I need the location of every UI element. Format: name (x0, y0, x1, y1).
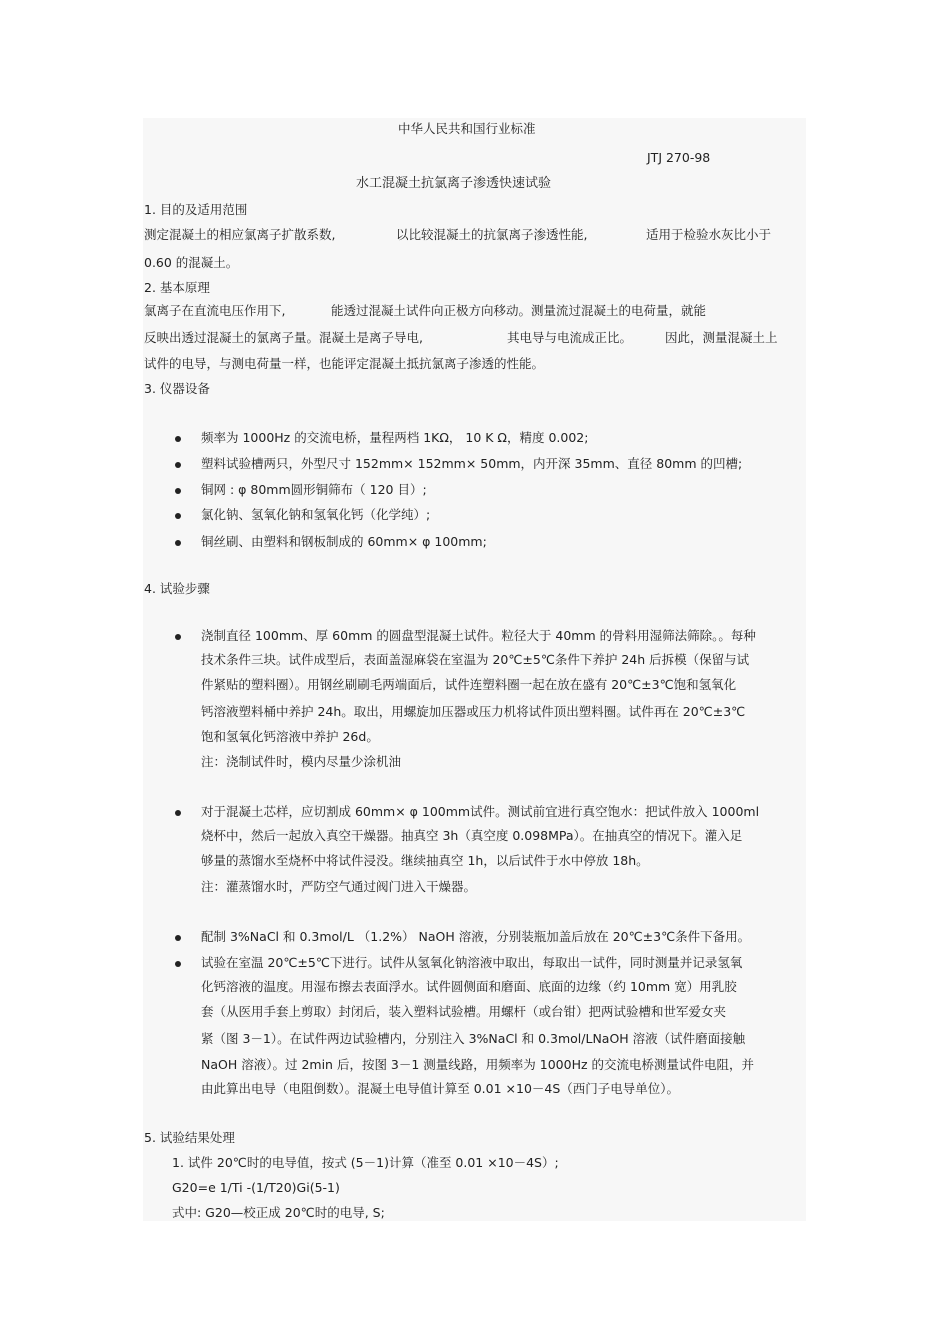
step-1-line: 技术条件三块。试件成型后，表面盖湿麻袋在室温为 20℃±5℃条件下养护 24h 后拆模（保留与试 (201, 652, 750, 667)
step-3-line: 配制 3%NaCl 和 0.3mol/L （1.2%） NaOH 溶液，分别装瓶加盖后放在 20℃±3℃条件下备用。 (201, 929, 751, 944)
section-1-heading: 1. 目的及适用范围 (144, 202, 248, 217)
equipment-item: 铜网 : φ 80mm圆形铜筛布（ 120 目）; (201, 482, 427, 497)
s1-line-1a: 测定混凝土的相应氯离子扩散系数, (144, 227, 336, 242)
s1-line-1c: 适用于检验水灰比小于 (646, 227, 772, 242)
bullet-icon (175, 634, 181, 640)
section-4-heading: 4. 试验步骤 (144, 581, 210, 596)
bullet-icon (175, 540, 181, 546)
bullet-icon (175, 488, 181, 494)
s2-line-2a: 反映出透过混凝土的氯离子量。混凝土是离子导电, (144, 330, 423, 345)
equipment-item: 铜丝刷、由塑料和钢板制成的 60mm× φ 100mm; (201, 534, 487, 549)
standard-header: 中华人民共和国行业标准 (398, 121, 536, 136)
step-1-line: 饱和氢氧化钙溶液中养护 26d。 (201, 729, 379, 744)
step-2-line: 烧杯中，然后一起放入真空干燥器。抽真空 3h（真空度 0.098MPa）。在抽真空的情况下。灌入足 (201, 828, 743, 843)
s2-line-2c: 因此，测量混凝土上 (665, 330, 778, 345)
s2-line-1a: 氯离子在直流电压作用下, (144, 303, 286, 318)
bullet-icon (175, 513, 181, 519)
step-2-note: 注：灌蒸馏水时，严防空气通过阀门进入干燥器。 (201, 879, 477, 894)
step-2-line: 够量的蒸馏水至烧杯中将试件浸没。继续抽真空 1h，以后试件于水中停放 18h。 (201, 853, 649, 868)
page-sheet (143, 118, 806, 1221)
step-1-line: 浇制直径 100mm、厚 60mm 的圆盘型混凝土试件。粒径大于 40mm 的骨料用湿筛法筛除。。每种 (201, 628, 756, 643)
bullet-icon (175, 935, 181, 941)
formula-definition: 式中: G20—校正成 20℃时的电导, S; (172, 1205, 385, 1220)
standard-code: JTJ 270-98 (647, 150, 711, 165)
bullet-icon (175, 961, 181, 967)
s1-line-1b: 以比较混凝土的抗氯离子渗透性能, (396, 227, 588, 242)
formula-line: G20=e 1/Ti -(1/T20)Gi(5-1) (172, 1180, 340, 1195)
section-2-heading: 2. 基本原理 (144, 280, 210, 295)
step-4-line: 试验在室温 20℃±5℃下进行。试件从氢氧化钠溶液中取出，每取出一试件，同时测量并记录氢氧 (201, 955, 743, 970)
s5-line-1: 1. 试件 20℃时的电导值，按式 (5－1)计算（准至 0.01 ×10－4S）; (172, 1155, 559, 1170)
step-4-line: 由此算出电导（电阻倒数）。混凝土电导值计算至 0.01 ×10－4S（西门子电导单位）。 (201, 1081, 680, 1096)
document-title: 水工混凝土抗氯离子渗透快速试验 (356, 176, 552, 191)
step-1-note: 注：浇制试件时，模内尽量少涂机油 (201, 754, 402, 769)
bullet-icon (175, 810, 181, 816)
step-1-line: 钙溶液塑料桶中养护 24h。取出，用螺旋加压器或压力机将试件顶出塑料圈。试件再在 20℃±3℃ (201, 704, 746, 719)
s1-line-2: 0.60 的混凝土。 (144, 255, 239, 270)
bullet-icon (175, 436, 181, 442)
step-4-line: 紧（图 3－1）。在试件两边试验槽内，分别注入 3%NaCl 和 0.3mol/LNaOH 溶液（试件磨面接触 (201, 1031, 746, 1046)
step-1-line: 件紧贴的塑料圈）。用钢丝刷刷毛两端面后，试件连塑料圈一起在放在盛有 20℃±3℃饱和氢氧化 (201, 677, 737, 692)
equipment-item: 塑料试验槽两只，外型尺寸 152mm× 152mm× 50mm，内开深 35mm、直径 80mm 的凹槽; (201, 456, 743, 471)
step-4-line: 化钙溶液的温度。用湿布擦去表面浮水。试件圆侧面和磨面、底面的边缘（约 10mm 宽）用乳胶 (201, 979, 737, 994)
equipment-item: 频率为 1000Hz 的交流电桥，量程两档 1KΩ， 10 K Ω，精度 0.002; (201, 430, 589, 445)
s2-line-1b: 能透过混凝土试件向正极方向移动。测量流过混凝土的电荷量，就能 (331, 303, 707, 318)
s2-line-2b: 其电导与电流成正比。 (507, 330, 633, 345)
step-4-line: NaOH 溶液）。过 2min 后，按图 3－1 测量线路，用频率为 1000Hz 的交流电桥测量试件电阻，并 (201, 1057, 755, 1072)
section-3-heading: 3. 仪器设备 (144, 381, 210, 396)
section-5-heading: 5. 试验结果处理 (144, 1130, 235, 1145)
bullet-icon (175, 462, 181, 468)
step-2-line: 对于混凝土芯样，应切割成 60mm× φ 100mm试件。测试前宜进行真空饱水：把试件放入 1000ml (201, 804, 760, 819)
equipment-item: 氯化钠、氢氧化钠和氢氧化钙（化学纯）; (201, 507, 431, 522)
step-4-line: 套（从医用手套上剪取）封闭后，装入塑料试验槽。用螺杆（或台钳）把两试验槽和世军爱女夹 (201, 1004, 727, 1019)
s2-line-3: 试件的电导，与测电荷量一样，也能评定混凝土抵抗氯离子渗透的性能。 (144, 356, 545, 371)
